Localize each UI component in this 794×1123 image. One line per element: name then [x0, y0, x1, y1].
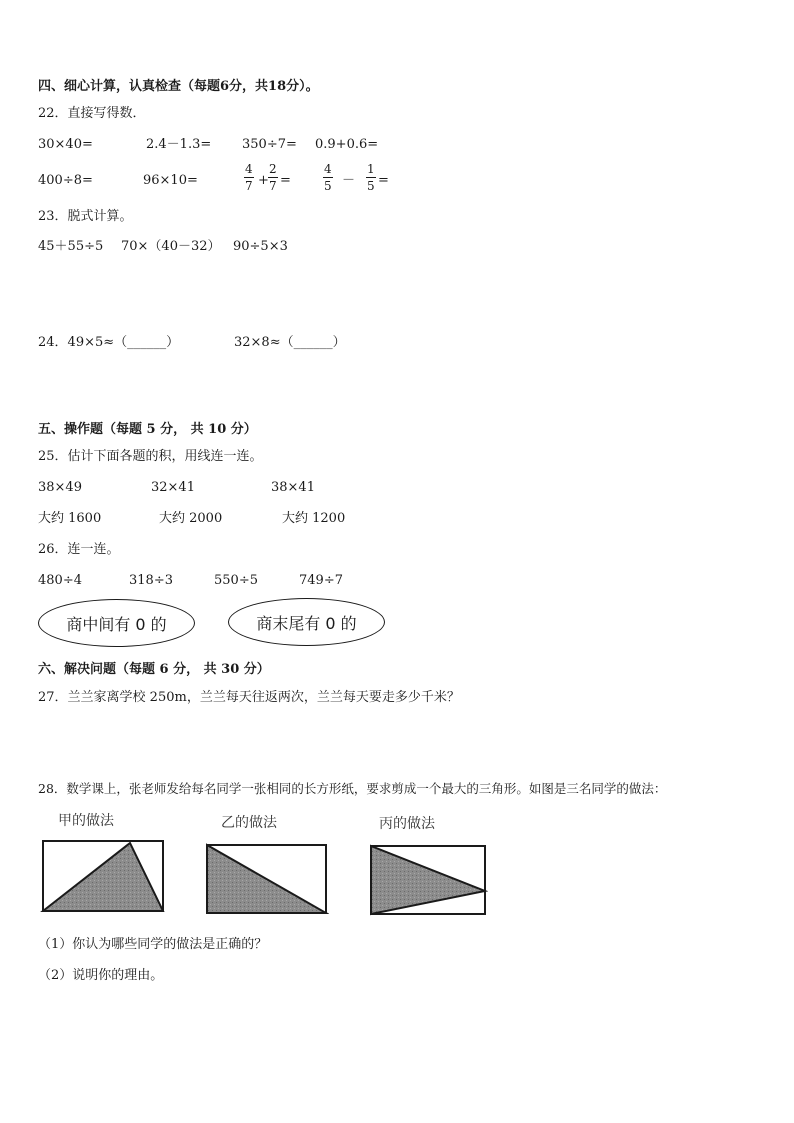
oval-label: 商中间有 0 的 — [66, 614, 167, 634]
figure-caption: 丙的做法 — [379, 816, 435, 832]
q25-product: 38×41 — [271, 480, 315, 495]
q25-estimate: 大约 1600 — [38, 511, 102, 526]
operator: + — [258, 173, 269, 188]
q22-item: 96×10= — [143, 173, 198, 188]
q22-item: 350÷7= — [242, 137, 297, 152]
q26-item: 318÷3 — [129, 573, 173, 588]
q23-prompt: 23．脱式计算。 — [38, 209, 133, 224]
q28-prompt: 28．数学课上，张老师发给每名同学一张相同的长方形纸，要求剪成一个最大的三角形。如图是三名同学的做法： — [38, 781, 667, 796]
q23-item: 90÷5×3 — [233, 239, 288, 254]
fraction: $\frac{1}{5}$ — [367, 162, 375, 193]
q26-prompt: 26．连一连。 — [38, 542, 120, 557]
q25-product: 32×41 — [151, 480, 195, 495]
q27-text: 27．兰兰家离学校 250m，兰兰每天往返两次，兰兰每天要走多少千米？ — [38, 690, 460, 705]
q22-item: 400÷8= — [38, 173, 93, 188]
q25-product: 38×49 — [38, 480, 82, 495]
fraction: $\frac{4}{5}$ — [324, 162, 332, 193]
answer-oval[interactable] — [38, 599, 195, 647]
operator: － — [342, 173, 356, 188]
q25-estimate: 大约 2000 — [159, 511, 223, 526]
q22-item: 30×40= — [38, 137, 93, 152]
q26-item: 480÷4 — [38, 573, 82, 588]
q22-prompt: 22．直接写得数． — [38, 106, 146, 121]
q24-item: 32×8≈（______） — [234, 335, 346, 350]
section4-heading: 四、细心计算，认真检查（每题6分，共18分）。 — [38, 79, 319, 94]
section6-heading: 六、解决问题（每题 6 分， 共 30 分） — [38, 662, 270, 677]
figure-bing-rectangle — [368, 843, 488, 917]
q22-item: 2.4－1.3= — [146, 137, 212, 152]
figure-caption: 甲的做法 — [58, 813, 114, 829]
figure-yi-rectangle — [204, 842, 329, 916]
fraction: $\frac{4}{7}$ — [245, 162, 253, 193]
section5-heading: 五、操作题（每题 5 分， 共 10 分） — [38, 422, 257, 437]
q22-item: 0.9+0.6= — [315, 137, 379, 152]
q25-estimate: 大约 1200 — [282, 511, 346, 526]
figure-caption: 乙的做法 — [221, 815, 277, 831]
q23-item: 70×（40－32） — [121, 239, 221, 254]
q28-sub2: （2）说明你的理由。 — [38, 968, 164, 983]
q26-item: 550÷5 — [214, 573, 258, 588]
equals-sign: = — [378, 173, 389, 188]
figure-jia-rectangle — [40, 838, 166, 914]
q28-sub1: （1）你认为哪些同学的做法是正确的？ — [38, 937, 268, 952]
answer-oval[interactable] — [228, 598, 385, 646]
q26-item: 749÷7 — [299, 573, 343, 588]
equals-sign: = — [280, 173, 291, 188]
q25-prompt: 25．估计下面各题的积，用线连一连。 — [38, 449, 263, 464]
q24-item: 24．49×5≈（______） — [38, 335, 180, 350]
oval-label: 商末尾有 0 的 — [256, 613, 357, 633]
q23-item: 45＋55÷5 — [38, 239, 104, 254]
fraction: $\frac{2}{7}$ — [269, 162, 277, 193]
